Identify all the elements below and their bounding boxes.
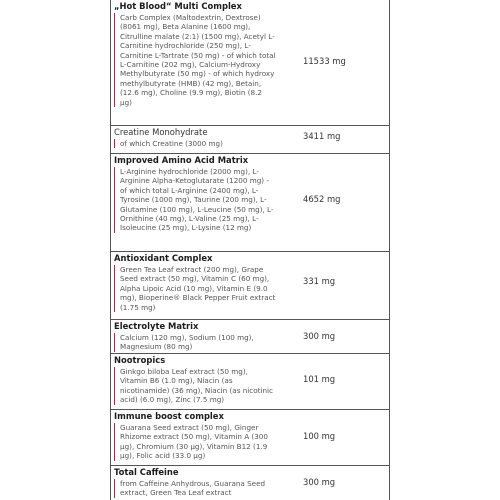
- section-title: Total Caffeine: [114, 467, 179, 477]
- section-amount: 101 mg: [303, 374, 336, 384]
- section-detail: Calcium (120 mg), Sodium (100 mg), Magnesium (80 mg): [120, 333, 254, 352]
- section-title: Nootropics: [114, 355, 166, 365]
- section-detail: Guarana Seed extract (50 mg), Ginger Rhizome extract (50 mg), Vitamin A (300 μg), Chromium (30 μg), Vitamin B12 (1.9 μg), Folic acid (33.0 μg): [120, 423, 268, 461]
- detail-column: [114, 139, 278, 148]
- section-amount: 3411 mg: [303, 131, 341, 141]
- section-detail: from Caffeine Anhydrous, Guarana Seed extract, Green Tea Leaf extract: [120, 479, 266, 498]
- section-title: Immune boost complex: [114, 411, 224, 421]
- section-title: Improved Amino Acid Matrix: [114, 155, 249, 165]
- section-detail: of which Creatine (3000 mg): [120, 139, 223, 148]
- section-hot-blood-multi-complex: [111, 0, 389, 126]
- section-antioxidant-complex: [111, 252, 389, 320]
- section-nootropics: [111, 354, 389, 410]
- section-amount: 4652 mg: [303, 194, 341, 204]
- ingredients-table: [110, 0, 390, 500]
- section-amount: 100 mg: [303, 431, 336, 441]
- section-total-caffeine: [111, 466, 389, 500]
- section-electrolyte-matrix: [111, 320, 389, 354]
- detail-column: [114, 13, 278, 107]
- section-amount: 331 mg: [303, 276, 336, 286]
- detail-column: [114, 367, 278, 405]
- section-title: Electrolyte Matrix: [114, 321, 199, 331]
- section-amount: 11533 mg: [303, 56, 346, 66]
- section-detail: Carb Complex (Maltodextrin, Dextrose) (8061 mg), Beta Alanine (1600 mg), Citrulline malate (2:1) (1500 mg), Acetyl L-Carnitine hydrochloride (250 mg), L-Carnitine L-Tartrate (50 mg) - of which total L-Carnitine (202 mg), Calcium-Hydroxy Methylbutyrate (50 mg) - of which hydroxy methylbutyrate (HMB) (42 mg), Betain, (12.6 mg), Choline (9.9 mg), Biotin (8.2 μg): [120, 13, 276, 107]
- section-improved-amino-acid-matrix: [111, 154, 389, 252]
- section-detail: Green Tea Leaf extract (200 mg), Grape Seed extract (50 mg), Vitamin C (60 mg), Alpha Lipoic Acid (10 mg), Vitamin E (9.0 mg), Bioperine® Black Pepper Fruit extract (1.75 mg): [120, 265, 276, 312]
- section-immune-boost-complex: [111, 410, 389, 466]
- section-title: „Hot Blood“ Multi Complex: [114, 1, 242, 11]
- section-detail: Ginkgo biloba Leaf extract (50 mg), Vitamin B6 (1.0 mg), Niacin (as nicotinamide) (36 mg), Niacin (as nicotinic acid) (6.0 mg), Zinc (7.5 mg): [120, 367, 273, 405]
- detail-column: [114, 333, 278, 352]
- section-creatine-monohydrate: [111, 126, 389, 154]
- section-amount: 300 mg: [303, 477, 336, 487]
- section-detail: L-Arginine hydrochloride (2000 mg), L-Arginine Alpha-Ketoglutarate (1200 mg) - of which total L-Arginine (2400 mg), L-Tyrosine (1000 mg), Taurine (200 mg), L-Glutamine (100 mg), L-Leucine (50 mg), L-Ornithine (40 mg), L-Valine (25 mg), L-Isoleucine (25 mg), L-Lysine (12 mg): [120, 167, 274, 233]
- section-amount: 300 mg: [303, 331, 336, 341]
- section-title: Antioxidant Complex: [114, 253, 213, 263]
- detail-column: [114, 265, 278, 312]
- detail-column: [114, 479, 278, 498]
- detail-column: [114, 423, 278, 461]
- section-title: Creatine Monohydrate: [114, 127, 208, 137]
- detail-column: [114, 167, 278, 233]
